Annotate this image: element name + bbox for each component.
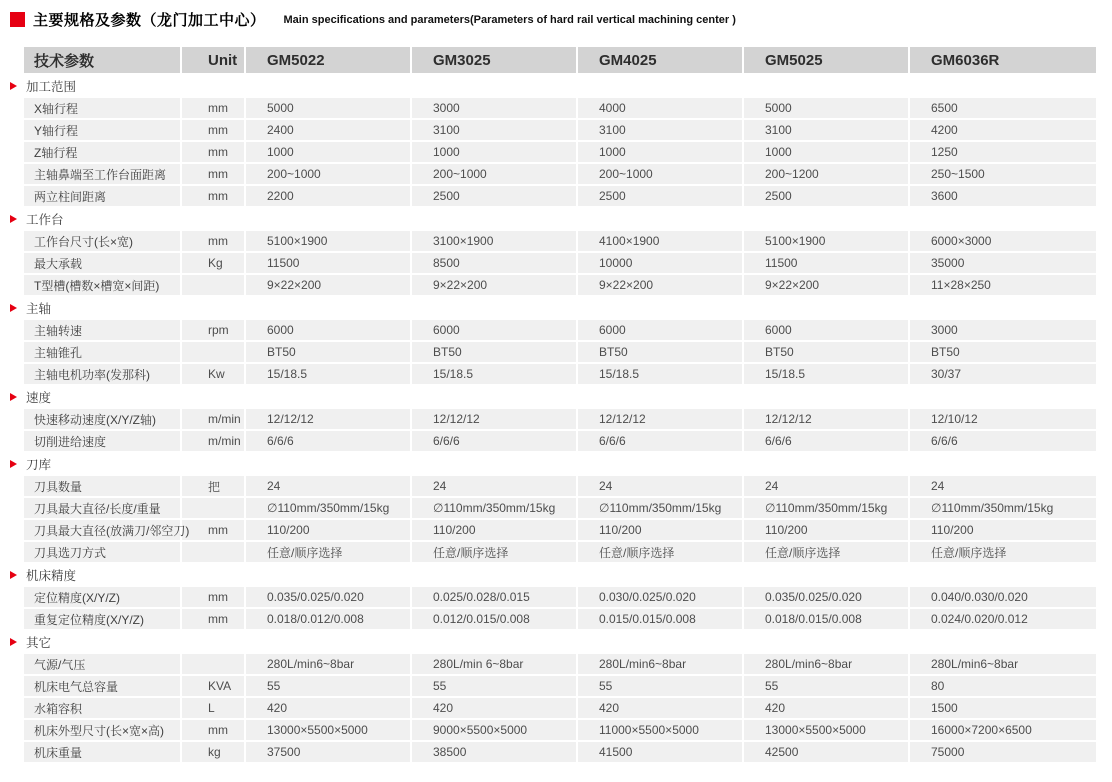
param-cell: 切削进给速度: [24, 431, 180, 451]
unit-cell: mm: [182, 587, 244, 607]
table-row: [24, 231, 1096, 251]
section-arrow-icon: [10, 638, 17, 646]
value-cell: 80: [910, 676, 1096, 696]
unit-cell: [182, 654, 244, 674]
red-square-bullet-icon: [10, 12, 25, 27]
value-cell: 3100×1900: [412, 231, 576, 251]
value-cell: 1500: [910, 698, 1096, 718]
value-cell: 110/200: [246, 520, 410, 540]
value-cell: 250~1500: [910, 164, 1096, 184]
unit-cell: m/min: [182, 409, 244, 429]
section-row: [24, 208, 1096, 229]
param-cell: T型槽(槽数×槽宽×间距): [24, 275, 180, 295]
param-cell: 刀具最大直径/长度/重量: [24, 498, 180, 518]
value-cell: 5000: [744, 98, 908, 118]
table-row: [24, 542, 1096, 562]
value-cell: 任意/顺序选择: [412, 542, 576, 562]
value-cell: ∅110mm/350mm/15kg: [744, 498, 908, 518]
value-cell: 1000: [578, 142, 742, 162]
header-unit: Unit: [182, 47, 244, 73]
param-cell: 快速移动速度(X/Y/Z轴): [24, 409, 180, 429]
unit-cell: mm: [182, 231, 244, 251]
value-cell: 15/18.5: [578, 364, 742, 384]
value-cell: BT50: [246, 342, 410, 362]
value-cell: 280L/min6~8bar: [246, 654, 410, 674]
value-cell: 3100: [744, 120, 908, 140]
value-cell: 4100×1900: [578, 231, 742, 251]
value-cell: 15/18.5: [412, 364, 576, 384]
value-cell: 9×22×200: [744, 275, 908, 295]
header-model: GM5022: [246, 47, 410, 73]
unit-cell: mm: [182, 720, 244, 740]
value-cell: ∅110mm/350mm/15kg: [412, 498, 576, 518]
value-cell: 24: [412, 476, 576, 496]
value-cell: 0.015/0.015/0.008: [578, 609, 742, 629]
unit-cell: kg: [182, 742, 244, 762]
table-row: [24, 654, 1096, 674]
value-cell: 10000: [578, 253, 742, 273]
unit-cell: mm: [182, 120, 244, 140]
param-cell: 机床重量: [24, 742, 180, 762]
value-cell: 0.024/0.020/0.012: [910, 609, 1096, 629]
param-cell: 水箱容积: [24, 698, 180, 718]
unit-cell: 把: [182, 476, 244, 496]
value-cell: 55: [412, 676, 576, 696]
value-cell: 6000: [246, 320, 410, 340]
value-cell: BT50: [744, 342, 908, 362]
value-cell: 200~1000: [246, 164, 410, 184]
param-cell: 机床外型尺寸(长×宽×高): [24, 720, 180, 740]
section-label: 工作台: [26, 212, 64, 227]
value-cell: 0.025/0.028/0.015: [412, 587, 576, 607]
value-cell: 0.035/0.025/0.020: [744, 587, 908, 607]
value-cell: 110/200: [578, 520, 742, 540]
value-cell: 42500: [744, 742, 908, 762]
value-cell: 3100: [412, 120, 576, 140]
value-cell: 3100: [578, 120, 742, 140]
value-cell: 38500: [412, 742, 576, 762]
table-row: [24, 253, 1096, 273]
table-row: [24, 720, 1096, 740]
header-model: GM5025: [744, 47, 908, 73]
param-cell: 机床电气总容量: [24, 676, 180, 696]
value-cell: 11000×5500×5000: [578, 720, 742, 740]
section-arrow-icon: [10, 571, 17, 579]
unit-cell: mm: [182, 98, 244, 118]
param-cell: 刀具最大直径(放满刀/邻空刀): [24, 520, 180, 540]
value-cell: 420: [412, 698, 576, 718]
value-cell: 11500: [246, 253, 410, 273]
unit-cell: Kg: [182, 253, 244, 273]
value-cell: 任意/顺序选择: [246, 542, 410, 562]
unit-cell: Kw: [182, 364, 244, 384]
value-cell: 8500: [412, 253, 576, 273]
table-row: [24, 431, 1096, 451]
value-cell: 9×22×200: [578, 275, 742, 295]
unit-cell: [182, 342, 244, 362]
value-cell: 110/200: [910, 520, 1096, 540]
param-cell: 定位精度(X/Y/Z): [24, 587, 180, 607]
value-cell: 1250: [910, 142, 1096, 162]
value-cell: 24: [910, 476, 1096, 496]
table-row: [24, 698, 1096, 718]
value-cell: BT50: [578, 342, 742, 362]
value-cell: 6000×3000: [910, 231, 1096, 251]
section-row: [24, 75, 1096, 96]
header-model: GM4025: [578, 47, 742, 73]
param-cell: 两立柱间距离: [24, 186, 180, 206]
value-cell: 9×22×200: [246, 275, 410, 295]
section-label: 其它: [26, 635, 52, 650]
page-header: [10, 9, 736, 30]
value-cell: 280L/min6~8bar: [744, 654, 908, 674]
value-cell: 5100×1900: [246, 231, 410, 251]
param-cell: 工作台尺寸(长×宽): [24, 231, 180, 251]
value-cell: 110/200: [744, 520, 908, 540]
table-row: [24, 498, 1096, 518]
value-cell: 12/12/12: [246, 409, 410, 429]
section-arrow-icon: [10, 460, 17, 468]
value-cell: 6000: [744, 320, 908, 340]
table-row: [24, 120, 1096, 140]
value-cell: ∅110mm/350mm/15kg: [910, 498, 1096, 518]
param-cell: 气源/气压: [24, 654, 180, 674]
section-arrow-icon: [10, 393, 17, 401]
section-label-cell: [24, 297, 1096, 318]
value-cell: 280L/min 6~8bar: [412, 654, 576, 674]
unit-cell: mm: [182, 186, 244, 206]
unit-cell: [182, 498, 244, 518]
value-cell: 4000: [578, 98, 742, 118]
table-row: [24, 275, 1096, 295]
value-cell: 6000: [412, 320, 576, 340]
unit-cell: [182, 275, 244, 295]
value-cell: 任意/顺序选择: [744, 542, 908, 562]
param-cell: X轴行程: [24, 98, 180, 118]
param-cell: 重复定位精度(X/Y/Z): [24, 609, 180, 629]
param-cell: Y轴行程: [24, 120, 180, 140]
value-cell: 6/6/6: [578, 431, 742, 451]
param-cell: 刀具数量: [24, 476, 180, 496]
value-cell: 11×28×250: [910, 275, 1096, 295]
unit-cell: mm: [182, 164, 244, 184]
table-row: [24, 164, 1096, 184]
table-row: [24, 676, 1096, 696]
value-cell: 15/18.5: [744, 364, 908, 384]
section-arrow-icon: [10, 82, 17, 90]
value-cell: 37500: [246, 742, 410, 762]
section-label: 速度: [26, 390, 52, 405]
value-cell: 2500: [412, 186, 576, 206]
value-cell: 6000: [578, 320, 742, 340]
unit-cell: rpm: [182, 320, 244, 340]
value-cell: 任意/顺序选择: [578, 542, 742, 562]
value-cell: 12/10/12: [910, 409, 1096, 429]
value-cell: 24: [246, 476, 410, 496]
section-arrow-icon: [10, 215, 17, 223]
value-cell: 11500: [744, 253, 908, 273]
value-cell: 任意/顺序选择: [910, 542, 1096, 562]
value-cell: 1000: [412, 142, 576, 162]
value-cell: 13000×5500×5000: [246, 720, 410, 740]
value-cell: 0.012/0.015/0.008: [412, 609, 576, 629]
value-cell: 420: [578, 698, 742, 718]
value-cell: 3600: [910, 186, 1096, 206]
section-row: [24, 631, 1096, 652]
value-cell: 0.030/0.025/0.020: [578, 587, 742, 607]
value-cell: 0.018/0.015/0.008: [744, 609, 908, 629]
value-cell: 16000×7200×6500: [910, 720, 1096, 740]
table-row: [24, 476, 1096, 496]
value-cell: 5100×1900: [744, 231, 908, 251]
table-row: [24, 742, 1096, 762]
value-cell: 0.035/0.025/0.020: [246, 587, 410, 607]
section-label-cell: [24, 386, 1096, 407]
section-label: 主轴: [26, 301, 52, 316]
value-cell: 2500: [578, 186, 742, 206]
unit-cell: mm: [182, 142, 244, 162]
value-cell: 9×22×200: [412, 275, 576, 295]
table-row: [24, 320, 1096, 340]
param-cell: 主轴电机功率(发那科): [24, 364, 180, 384]
table-row: [24, 186, 1096, 206]
value-cell: BT50: [412, 342, 576, 362]
value-cell: 9000×5500×5000: [412, 720, 576, 740]
header-model: GM6036R: [910, 47, 1096, 73]
value-cell: 24: [578, 476, 742, 496]
value-cell: 2200: [246, 186, 410, 206]
table-row: [24, 364, 1096, 384]
value-cell: 200~1000: [412, 164, 576, 184]
value-cell: 5000: [246, 98, 410, 118]
section-arrow-icon: [10, 304, 17, 312]
unit-cell: mm: [182, 520, 244, 540]
section-label-cell: [24, 564, 1096, 585]
section-label-cell: [24, 453, 1096, 474]
unit-cell: KVA: [182, 676, 244, 696]
value-cell: 3000: [412, 98, 576, 118]
value-cell: ∅110mm/350mm/15kg: [578, 498, 742, 518]
table-row: [24, 342, 1096, 362]
section-label: 加工范围: [26, 79, 77, 94]
param-cell: 主轴鼻端至工作台面距离: [24, 164, 180, 184]
param-cell: Z轴行程: [24, 142, 180, 162]
value-cell: ∅110mm/350mm/15kg: [246, 498, 410, 518]
value-cell: 420: [744, 698, 908, 718]
value-cell: 6/6/6: [412, 431, 576, 451]
value-cell: 280L/min6~8bar: [910, 654, 1096, 674]
value-cell: 55: [246, 676, 410, 696]
section-row: [24, 297, 1096, 318]
section-row: [24, 386, 1096, 407]
section-label: 机床精度: [26, 568, 77, 583]
spec-table-body: [24, 75, 1096, 762]
unit-cell: m/min: [182, 431, 244, 451]
value-cell: 6/6/6: [910, 431, 1096, 451]
param-cell: 主轴锥孔: [24, 342, 180, 362]
value-cell: 41500: [578, 742, 742, 762]
value-cell: 200~1200: [744, 164, 908, 184]
value-cell: 2400: [246, 120, 410, 140]
value-cell: 1000: [744, 142, 908, 162]
value-cell: 15/18.5: [246, 364, 410, 384]
value-cell: 12/12/12: [412, 409, 576, 429]
value-cell: 200~1000: [578, 164, 742, 184]
section-label: 刀库: [26, 457, 52, 472]
param-cell: 主轴转速: [24, 320, 180, 340]
value-cell: 0.040/0.030/0.020: [910, 587, 1096, 607]
value-cell: 4200: [910, 120, 1096, 140]
value-cell: 6/6/6: [744, 431, 908, 451]
table-row: [24, 142, 1096, 162]
table-row: [24, 409, 1096, 429]
value-cell: 0.018/0.012/0.008: [246, 609, 410, 629]
page-subtitle-en: Main specifications and parameters(Parameters of hard rail vertical machining center ): [283, 13, 736, 26]
param-cell: 刀具选刀方式: [24, 542, 180, 562]
section-label-cell: [24, 631, 1096, 652]
unit-cell: [182, 542, 244, 562]
section-row: [24, 564, 1096, 585]
table-row: [24, 520, 1096, 540]
value-cell: 420: [246, 698, 410, 718]
value-cell: 24: [744, 476, 908, 496]
table-row: [24, 609, 1096, 629]
section-row: [24, 453, 1096, 474]
value-cell: 75000: [910, 742, 1096, 762]
value-cell: 12/12/12: [744, 409, 908, 429]
unit-cell: mm: [182, 609, 244, 629]
value-cell: 2500: [744, 186, 908, 206]
table-row: [24, 98, 1096, 118]
value-cell: 35000: [910, 253, 1096, 273]
value-cell: 3000: [910, 320, 1096, 340]
param-cell: 最大承载: [24, 253, 180, 273]
spec-table: [22, 45, 1098, 764]
header-model: GM3025: [412, 47, 576, 73]
value-cell: 1000: [246, 142, 410, 162]
value-cell: 6/6/6: [246, 431, 410, 451]
value-cell: 55: [744, 676, 908, 696]
value-cell: 55: [578, 676, 742, 696]
value-cell: 110/200: [412, 520, 576, 540]
section-label-cell: [24, 208, 1096, 229]
value-cell: 13000×5500×5000: [744, 720, 908, 740]
header-param: 技术参数: [24, 47, 180, 73]
value-cell: 280L/min6~8bar: [578, 654, 742, 674]
section-label-cell: [24, 75, 1096, 96]
value-cell: BT50: [910, 342, 1096, 362]
page-title: 主要规格及参数（龙门加工中心）: [33, 12, 266, 29]
value-cell: 30/37: [910, 364, 1096, 384]
unit-cell: L: [182, 698, 244, 718]
table-row: [24, 587, 1096, 607]
value-cell: 12/12/12: [578, 409, 742, 429]
value-cell: 6500: [910, 98, 1096, 118]
table-header-row: [24, 47, 1096, 73]
